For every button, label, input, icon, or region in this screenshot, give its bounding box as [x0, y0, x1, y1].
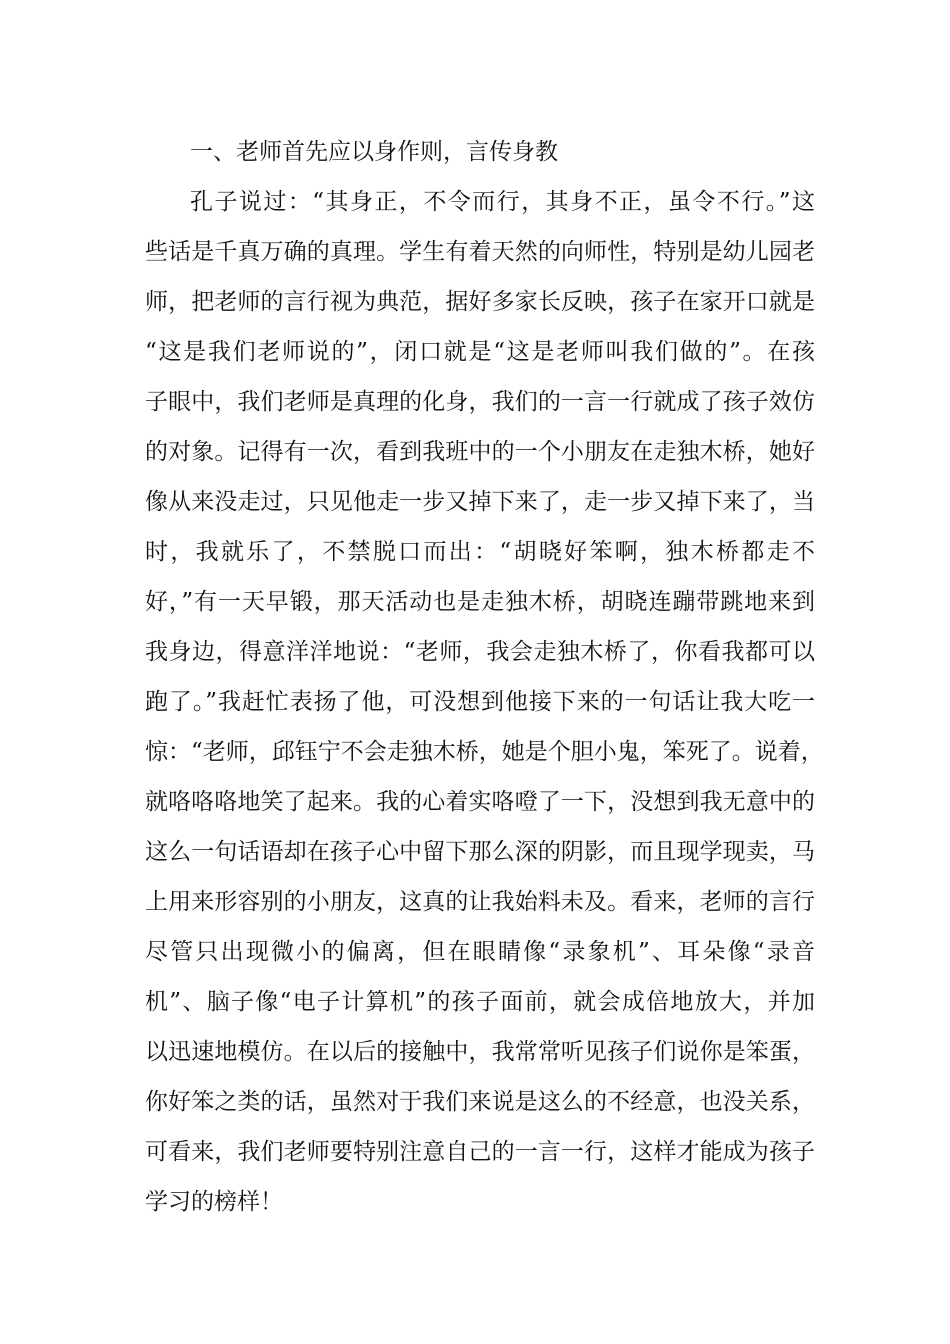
paragraph-line: 孔子说过：“其身正，不令而行，其身不正，虽令不行。”这 [190, 189, 815, 215]
section-heading: 一、老师首先应以身作则，言传身教 [190, 139, 558, 165]
paragraph-line: 可看来，我们老师要特别注意自己的一言一行，这样才能成为孩子 [145, 1139, 815, 1165]
paragraph-line: 机”、脑子像“电子计算机”的孩子面前，就会成倍地放大，并加 [145, 989, 815, 1015]
paragraph-line: 以迅速地模仿。在以后的接触中，我常常听见孩子们说你是笨蛋， [145, 1039, 815, 1065]
paragraph-line: 我身边，得意洋洋地说：“老师，我会走独木桥了，你看我都可以 [145, 639, 815, 665]
paragraph-line: 的对象。记得有一次，看到我班中的一个小朋友在走独木桥，她好 [145, 439, 815, 465]
paragraph-line: 你好笨之类的话，虽然对于我们来说是这么的不经意，也没关系， [145, 1089, 815, 1115]
paragraph-line: 就咯咯咯地笑了起来。我的心着实咯噔了一下，没想到我无意中的 [145, 789, 815, 815]
paragraph-line: 上用来形容别的小朋友，这真的让我始料未及。看来，老师的言行 [145, 889, 815, 915]
paragraph-line: “这是我们老师说的”，闭口就是“这是老师叫我们做的”。在孩 [145, 339, 815, 365]
paragraph-line: 好，”有一天早锻，那天活动也是走独木桥，胡晓连蹦带跳地来到 [145, 589, 815, 615]
paragraph-line: 跑了。”我赶忙表扬了他，可没想到他接下来的一句话让我大吃一 [145, 689, 815, 715]
paragraph-line: 惊：“老师，邱钰宁不会走独木桥，她是个胆小鬼，笨死了。说着， [145, 739, 824, 765]
paragraph-line: 像从来没走过，只见他走一步又掉下来了，走一步又掉下来了，当 [145, 489, 815, 515]
paragraph-line: 学习的榜样！ [145, 1189, 283, 1215]
paragraph-line: 尽管只出现微小的偏离，但在眼睛像“录象机”、耳朵像“录音 [145, 939, 815, 965]
paragraph-line: 子眼中，我们老师是真理的化身，我们的一言一行就成了孩子效仿 [145, 389, 815, 415]
paragraph-line: 时，我就乐了，不禁脱口而出：“胡晓好笨啊，独木桥都走不 [145, 539, 815, 565]
paragraph-line: 师，把老师的言行视为典范，据好多家长反映，孩子在家开口就是 [145, 289, 815, 315]
paragraph-line: 些话是千真万确的真理。学生有着天然的向师性，特别是幼儿园老 [145, 239, 815, 265]
paragraph-line: 这么一句话语却在孩子心中留下那么深的阴影，而且现学现卖，马 [145, 839, 815, 865]
